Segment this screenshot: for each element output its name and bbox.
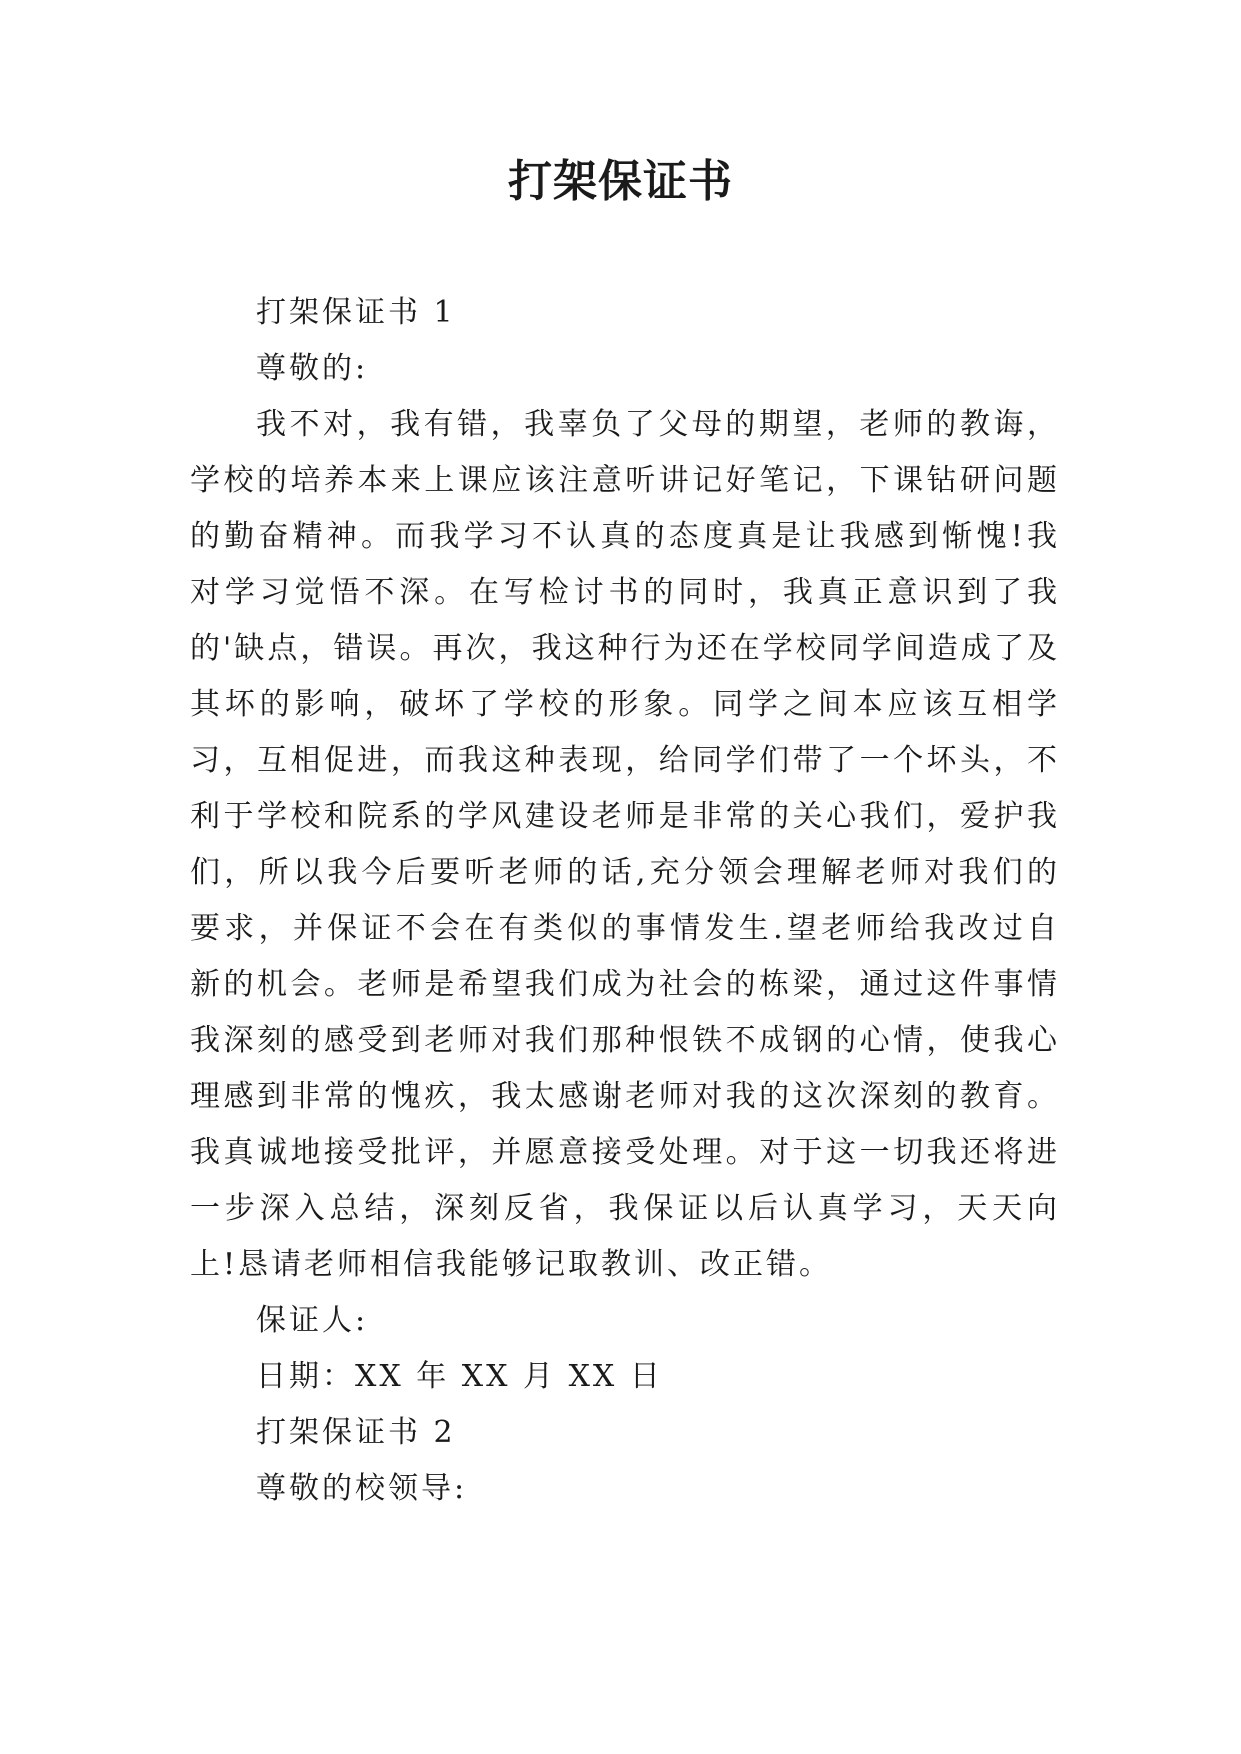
section-2-salutation: 尊敬的校领导: (256, 1471, 468, 1506)
section-2-heading: 打架保证书 2 (256, 1415, 456, 1450)
section-1-salutation: 尊敬的: (256, 351, 369, 386)
section-1-date: 日期：XX 年 XX 月 XX 日 (256, 1359, 663, 1394)
section-1-paragraph: 我不对，我有错，我辜负了父母的期望，老师的教诲，学校的培养本来上课应该注意听讲记好笔记，下课钻研问题的勤奋精神。而我学习不认真的态度真是让我感到惭愧!我对学习觉悟不深。在写检讨书的同时，我真正意识到了我的'缺点，错误。再次，我这种行为还在学校同学间造成了及其坏的影响，破坏了学校的形象。同学之间本应该互相学习，互相促进，而我这种表现，给同学们带了一个坏头，不利于学校和院系的学风建设老师是非常的关心我们，爱护我们，所以我今后要听老师的话,充分领会理解老师对我们的要求，并保证不会在有类似的事情发生.望老师给我改过自新的机会。老师是希望我们成为社会的栋梁，通过这件事情我深刻的感受到老师对我们那种恨铁不成钢的心情，使我心理感到非常的愧疚，我太感谢老师对我的这次深刻的教育。我真诚地接受批评，并愿意接受处理。对于这一切我还将进一步深入总结，深刻反省，我保证以后认真学习，天天向上!恳请老师相信我能够记取教训、改正错。 (190, 407, 1060, 1282)
section-1-heading: 打架保证书 1 (256, 295, 456, 330)
document-body (190, 285, 1060, 1517)
document-title: 打架保证书 (508, 156, 733, 207)
section-1-guarantor: 保证人: (256, 1303, 369, 1338)
